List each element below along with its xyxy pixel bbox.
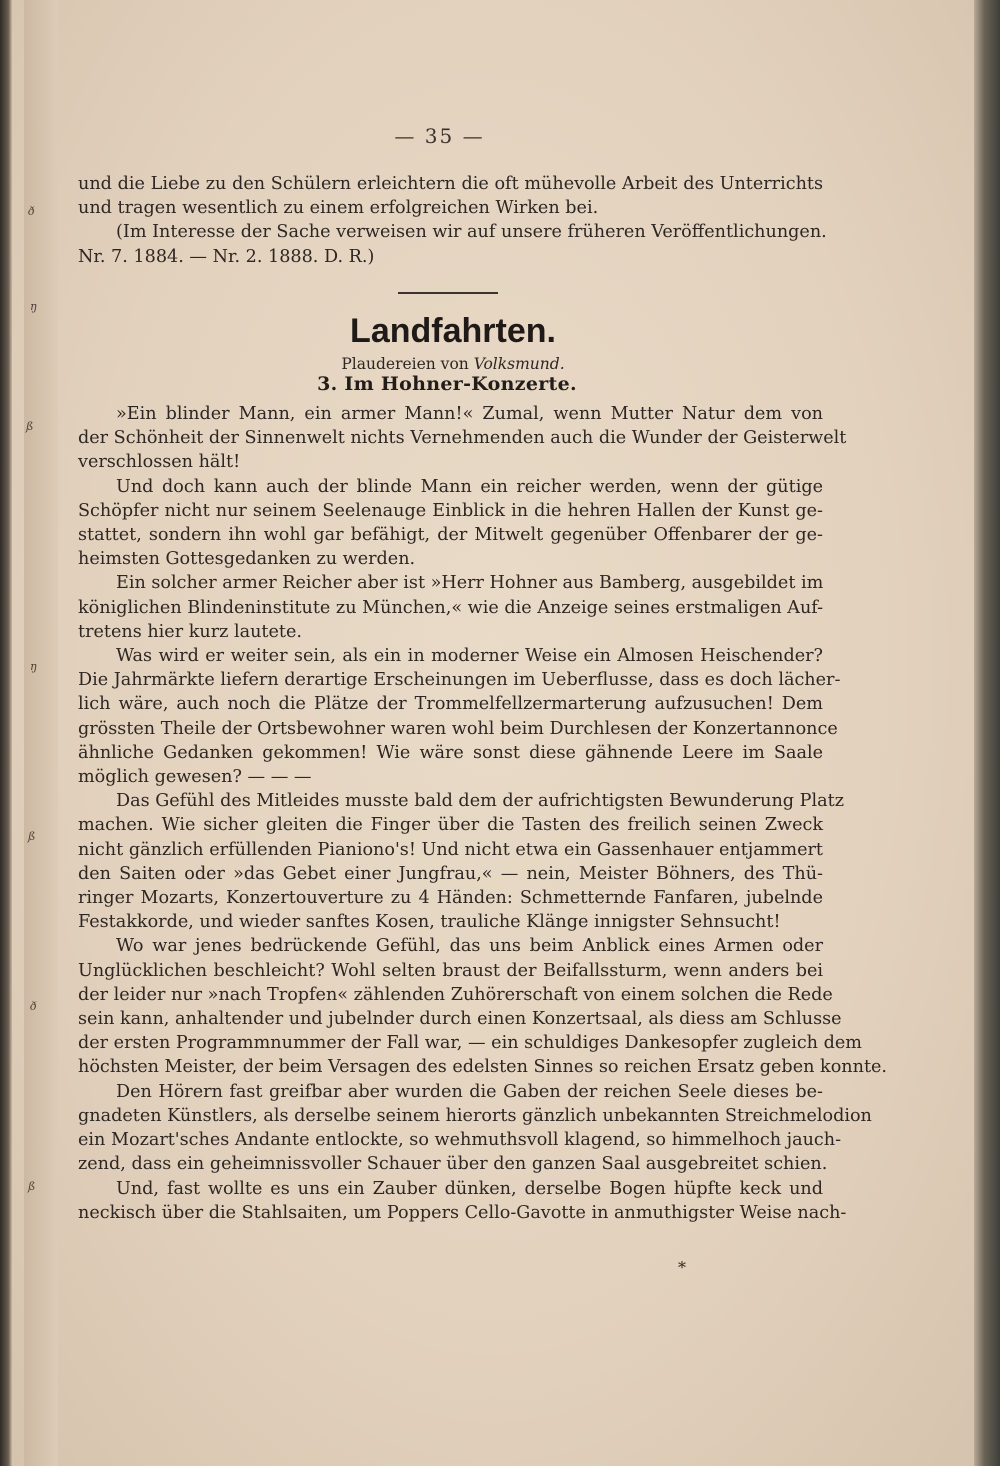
text-line: möglich gewesen? — — — — [78, 767, 312, 788]
text-line: Nr. 7. 1884. — Nr. 2. 1888. D. R.) — [78, 246, 375, 267]
text-line: »Ein blinder Mann, ein armer Mann!« Zumal, wenn Mutter Natur dem von — [116, 404, 823, 424]
text-line: verschlossen hält! — [78, 452, 241, 473]
text-line: Wo war jenes bedrückende Gefühl, das uns beim Anblick eines Armen oder — [116, 936, 823, 957]
text-line: der leider nur »nach Tropfen« zählenden Zuhörerschaft von einem solchen die Rede — [78, 984, 833, 1005]
text-line: lich wäre, auch noch die Plätze der Trommelfellzermarterung aufzusuchen! Dem — [78, 694, 823, 715]
text-line: sein kann, anhaltender und jubelnder durch einen Konzertsaal, als diess am Schlusse — [78, 1009, 842, 1030]
text-line: machen. Wie sicher gleiten die Finger über die Tasten des freilich seinen Zweck — [78, 815, 823, 836]
margin-bleedthrough: ð ŋ ß ŋ ß ð ß — [24, 0, 58, 1466]
document-page — [12, 0, 974, 1466]
article-subtitle: 3. Im Hohner-Konzerte. — [317, 373, 577, 395]
text-line: Den Hörern fast greifbar aber wurden die Gaben der reichen Seele dieses be- — [116, 1081, 823, 1102]
text-line: Festakkorde, und wieder sanftes Kosen, trauliche Klänge innigster Sehnsucht! — [78, 912, 781, 933]
text-line: Ein solcher armer Reicher aber ist »Herr Hohner aus Bamberg, ausgebildet im — [116, 573, 824, 594]
text-line: neckisch über die Stahlsaiten, um Poppers Cello-Gavotte in anmuthigster Weise nach- — [78, 1202, 847, 1223]
article-body — [78, 402, 888, 1225]
text-line: zend, dass ein geheimnissvoller Schauer über den ganzen Saal ausgebreitet schien. — [78, 1154, 828, 1175]
page-number: — 35 — — [394, 124, 485, 148]
text-line: Die Jahrmärkte liefern derartige Erscheinungen im Ueberflusse, dass es doch lächer- — [78, 670, 841, 691]
text-line: tretens hier kurz lautete. — [78, 621, 302, 642]
text-line: (Im Interesse der Sache verweisen wir auf unsere früheren Veröffentlichungen. — [116, 222, 827, 243]
book-binding-left — [0, 0, 12, 1466]
text-line: heimsten Gottesgedanken zu werden. — [78, 549, 416, 570]
text-line: der ersten Programmnummer der Fall war, — ein schuldiges Dankesopfer zugleich dem — [78, 1033, 862, 1054]
text-line: und die Liebe zu den Schülern erleichtern die oft mühevolle Arbeit des Unterrichts — [78, 174, 823, 194]
text-line: Schöpfer nicht nur seinem Seelenauge Einblick in die hehren Hallen der Kunst ge- — [78, 500, 823, 521]
text-line: Und, fast wollte es uns ein Zauber dünken, derselbe Bogen hüpfte keck und — [116, 1178, 823, 1199]
section-divider — [398, 292, 498, 294]
text-line: Das Gefühl des Mitleides musste bald dem der aufrichtigsten Bewunderung Platz — [116, 791, 844, 812]
byline-author: Volksmund. — [473, 355, 565, 373]
byline-prefix: Plaudereien von — [341, 355, 469, 373]
text-line: Und doch kann auch der blinde Mann ein reicher werden, wenn der gütige — [116, 476, 823, 497]
text-line: gnadeten Künstlers, als derselbe seinem hierorts gänzlich unbekannten Streichmelodion — [78, 1105, 872, 1126]
text-line: Was wird er weiter sein, als ein in moderner Weise ein Almosen Heischender? — [116, 646, 823, 667]
text-line: der Schönheit der Sinnenwelt nichts Vernehmenden auch die Wunder der Geisterwelt — [78, 428, 847, 449]
text-line: ähnliche Gedanken gekommen! Wie wäre sonst diese gähnende Leere im Saale — [78, 742, 823, 763]
intro-text — [78, 172, 827, 269]
text-line: nicht gänzlich erfüllenden Pianiono's! Und nicht etwa ein Gassenhauer entjammert — [78, 839, 823, 860]
text-line: stattet, sondern ihn wohl gar befähigt, der Mitwelt gegenüber Offenbarer der ge- — [78, 525, 823, 546]
article-title: Landfahrten. — [350, 312, 556, 350]
text-line: den Saiten oder »das Gebet einer Jungfrau,« — nein, Meister Böhners, des Thü- — [78, 863, 823, 884]
text-line: und tragen wesentlich zu einem erfolgreichen Wirken bei. — [78, 198, 599, 219]
text-line: Unglücklichen beschleicht? Wohl selten braust der Beifallssturm, wenn anders bei — [78, 960, 823, 981]
article-byline — [12, 355, 894, 373]
text-line: königlichen Blindeninstitute zu München,« wie die Anzeige seines erstmaligen Auf- — [78, 597, 824, 618]
book-binding-right — [974, 0, 1000, 1466]
text-line: höchsten Meister, der beim Versagen des edelsten Sinnes so reichen Ersatz geben konnte. — [78, 1057, 888, 1078]
text-line: grössten Theile der Ortsbewohner waren wohl beim Durchlesen der Konzertannonce — [78, 718, 838, 739]
text-line: ein Mozart'sches Andante entlockte, so wehmuthsvoll klagend, so himmelhoch jauch- — [78, 1130, 842, 1151]
footer-asterisk: * — [678, 1258, 686, 1277]
text-line: ringer Mozarts, Konzertouverture zu 4 Händen: Schmetternde Fanfaren, jubelnde — [78, 888, 823, 909]
